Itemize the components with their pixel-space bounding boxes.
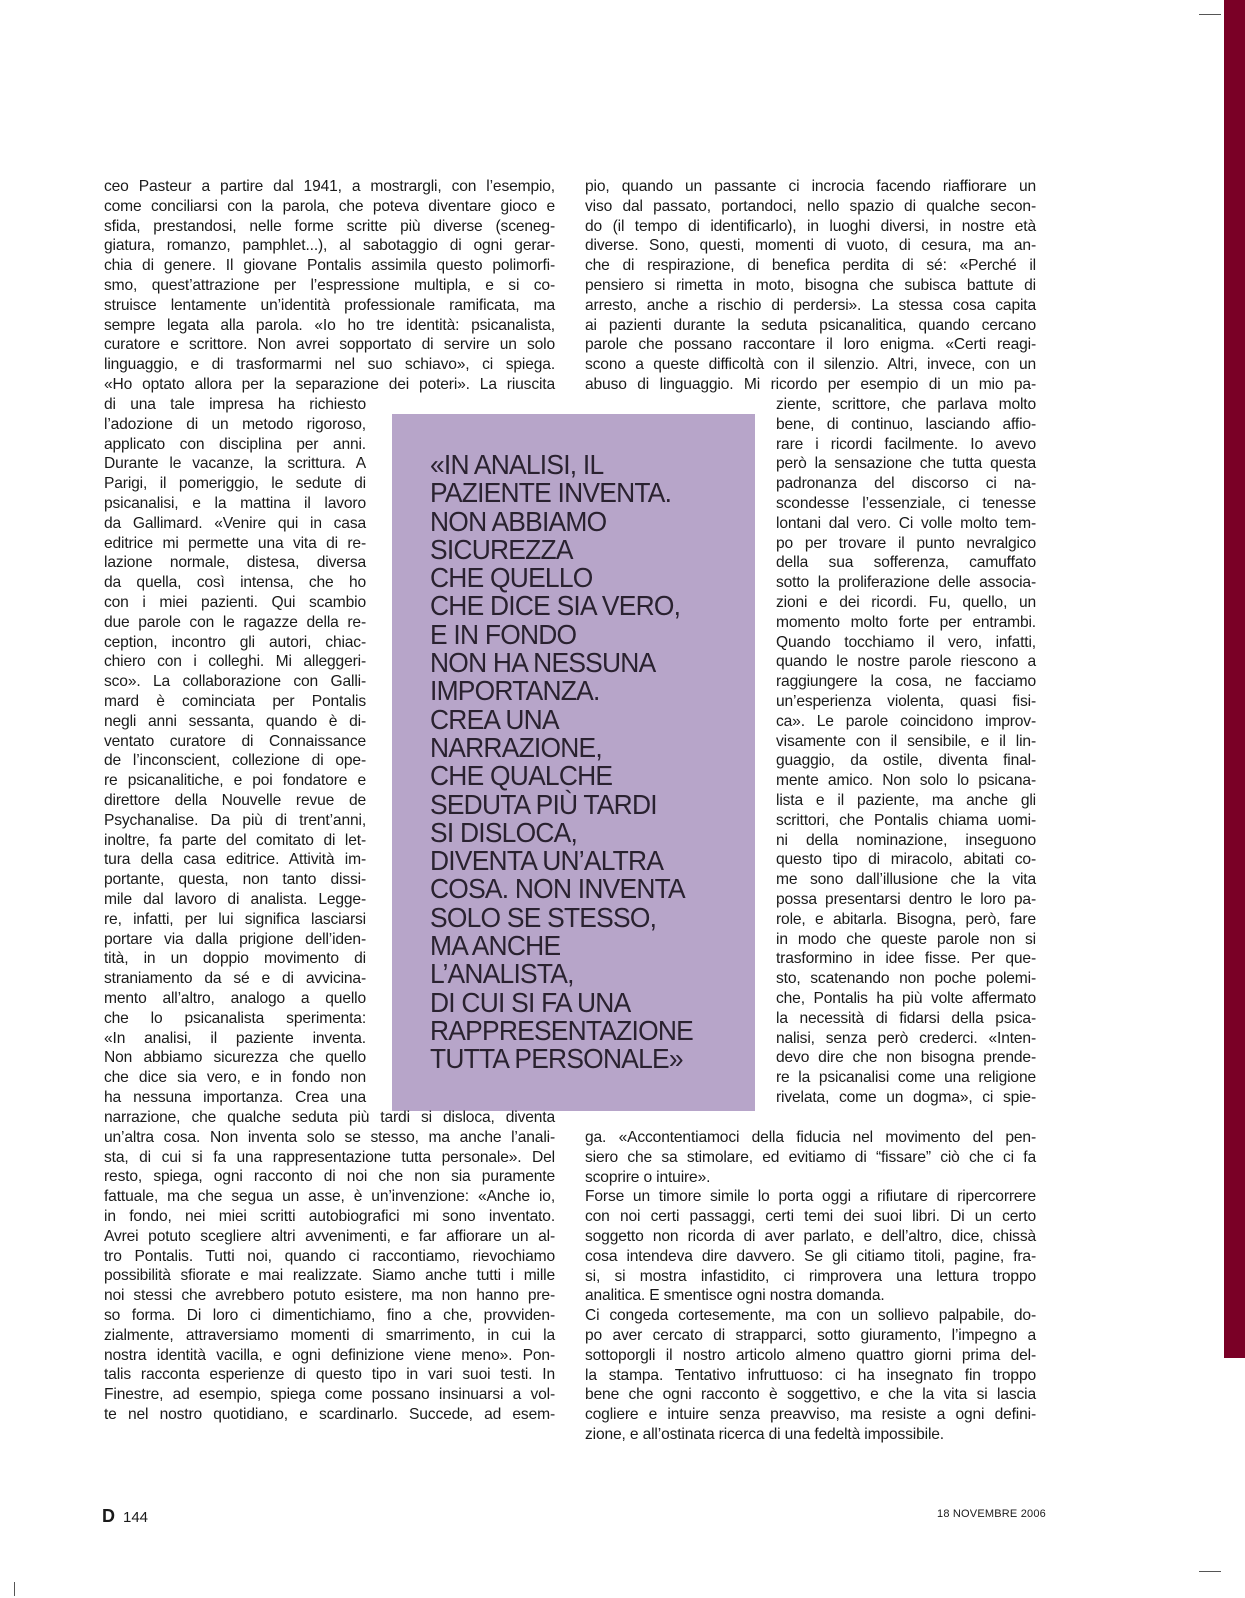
text-line: ziente, scrittore, che parlava molto <box>776 396 1036 413</box>
text-line: abuso di linguaggio. Mi ricordo per esempio di un mio pa- <box>585 375 1036 393</box>
text-line: in fondo, nei miei scritti autobiografici mi sono inventato. <box>104 1207 555 1225</box>
text-line: trasformino in idee fisse. Per que- <box>776 950 1036 968</box>
text-line: viso dal passato, portandoci, nello spazio di qualche secon- <box>585 197 1036 215</box>
text-line: questo tipo di miracolo, abitati co- <box>776 851 1036 869</box>
text-line: ha nessuna importanza. Crea una <box>104 1088 366 1106</box>
text-line: rivelata, come un dogma», ci spie- <box>776 1088 1036 1106</box>
text-line: si, si mostra infastidito, ci rimprovera una lettura troppo <box>585 1267 1036 1285</box>
pull-quote-line: PAZIENTE INVENTA. <box>430 477 672 509</box>
text-line: chia di genere. Il giovane Pontalis assimila questo polimorfi- <box>104 257 555 275</box>
text-line: l’adozione di un metodo rigoroso, <box>104 415 366 433</box>
text-line: linguaggio, e di trasformarmi nel suo schiavo», ci spiega. <box>104 356 555 374</box>
text-line: Forse un timore simile lo porta oggi a rifiutare di ripercorrere <box>585 1188 1036 1206</box>
text-line: in modo che queste parole non si <box>776 930 1036 948</box>
text-line: scrittori, che Pontalis chiama uomi- <box>776 811 1036 829</box>
text-line: lazione normale, distesa, diversa <box>104 554 366 572</box>
magazine-logo: D <box>102 1506 115 1526</box>
pull-quote-line: L’ANALISTA, <box>430 958 574 990</box>
text-line: re, infatti, per lui significa lasciarsi <box>104 910 366 928</box>
text-line: sco». La collaborazione con Galli- <box>104 673 366 691</box>
text-line: sto, scatenando non poche polemi- <box>776 970 1036 988</box>
text-line: zioni e dei ricordi. Fu, quello, un <box>776 593 1036 611</box>
text-line: Avrei potuto scegliere altri avvenimenti, e far affiorare un al- <box>104 1227 555 1245</box>
text-line: sfida, prestandosi, nelle forme scritte più diverse (sceneg- <box>104 217 555 235</box>
text-line: da Gallimard. «Venire qui in casa <box>104 514 366 532</box>
text-line: pensiero si rimetta in moto, bisogna che subisca battute di <box>585 276 1036 294</box>
text-line: che, Pontalis ha più volte affermato <box>776 989 1036 1007</box>
text-line: sempre legata alla parola. «Io ho tre identità: psicanalista, <box>104 316 555 334</box>
text-line: ai pazienti durante la seduta psicanalitica, quando cercano <box>585 316 1036 334</box>
text-line: po aver cercato di strapparci, sotto giuramento, l’impegno a <box>585 1326 1036 1344</box>
pull-quote-line: NON ABBIAMO <box>430 505 607 537</box>
text-line: lista e il paziente, ma anche gli <box>776 791 1036 809</box>
text-line: narrazione, che qualche seduta più tardi si disloca, diventa <box>104 1109 555 1126</box>
text-line: cogliere e intuire senza preavviso, ma resiste a ogni defini- <box>585 1406 1036 1424</box>
text-line: portare via dalla prigione dell’iden- <box>104 930 366 948</box>
text-line: tità, in un doppio movimento di <box>104 950 366 968</box>
text-line: giatura, romanzo, pamphlet...), al sabotaggio di ogni gerar- <box>104 237 555 255</box>
pull-quote-line: IMPORTANZA. <box>430 675 600 707</box>
text-line: devo dire che non bisogna prende- <box>776 1049 1036 1067</box>
text-line: pio, quando un passante ci incrocia facendo riaffiorare un <box>585 178 1036 195</box>
text-line: ga. «Accontentiamoci della fiducia nel movimento del pen- <box>585 1129 1036 1146</box>
pull-quote-line: CREA UNA <box>430 703 559 735</box>
text-line: arresto, anche a rischio di perdersi». La stessa cosa capita <box>585 296 1036 314</box>
issue-date: 18 NOVEMBRE 2006 <box>937 1508 1046 1520</box>
text-line: da quella, così intensa, che ho <box>104 574 366 592</box>
text-line: con noi certi passaggi, certi temi dei suoi libri. Di un certo <box>585 1208 1036 1226</box>
folio <box>102 1506 148 1527</box>
text-line: come conciliarsi con la parola, che poteva diventare gioco e <box>104 197 555 215</box>
text-line: analitica. E smentisce ogni nostra domanda. <box>585 1287 885 1305</box>
text-line: role, e abitarla. Bisogna, però, fare <box>776 910 1036 928</box>
text-line: scono a queste difficoltà con il silenzio. Altri, invece, con un <box>585 356 1036 374</box>
text-line: mente amico. Non solo lo psicana- <box>776 772 1036 790</box>
pull-quote-line: DI CUI SI FA UNA <box>430 986 631 1018</box>
text-line: ni della nominazione, inseguono <box>776 831 1036 849</box>
text-line: fattuale, ma che segua un asse, è un’invenzione: «Anche io, <box>104 1188 555 1206</box>
text-line: di una tale impresa ha richiesto <box>104 396 366 413</box>
crop-mark <box>1199 14 1221 15</box>
side-accent-bar <box>1224 0 1245 1358</box>
text-line: bene, di continuo, lasciando affio- <box>776 415 1036 433</box>
text-line: padronanza del discorso ci na- <box>776 475 1036 493</box>
text-line: inoltre, fa parte del comitato di let- <box>104 831 366 849</box>
text-line: scondesse l’essenziale, ci tenesse <box>776 494 1036 512</box>
text-line: mard è cominciata per Pontalis <box>104 692 366 710</box>
text-line: me sono dall’illusione che la vita <box>776 871 1036 889</box>
pull-quote-line: CHE QUALCHE <box>430 760 613 792</box>
text-line: diverse. Sono, questi, momenti di vuoto, di cesura, ma an- <box>585 237 1036 255</box>
text-line: mento all’altro, analogo a quello <box>104 989 366 1007</box>
text-line: possa presentarsi dentro le loro pa- <box>776 890 1036 908</box>
text-line: che lo psicanalista sperimenta: <box>104 1009 366 1027</box>
text-line: rare i ricordi facilmente. Io avevo <box>776 435 1036 453</box>
text-line: raggiungere la cosa, ne facciamo <box>776 673 1036 691</box>
text-line: po per trovare il punto nevralgico <box>776 534 1036 552</box>
text-line: possibilità sfiorate e mai realizzate. Siamo anche tutti i mille <box>104 1267 555 1285</box>
text-line: re psicanalitiche, e poi fondatore e <box>104 772 366 790</box>
text-line: sotto la proliferazione delle associa- <box>776 574 1036 592</box>
pull-quote-line: E IN FONDO <box>430 618 577 650</box>
text-line: noi stessi che avrebbero potuto esistere, ma non hanno pre- <box>104 1287 555 1305</box>
text-line: nostra identità vacilla, e ogni definizione viene meno». Pon- <box>104 1346 555 1364</box>
text-line: «In analisi, il paziente inventa. <box>104 1029 366 1047</box>
text-line: so forma. Di loro ci dimentichiamo, fino a che, provviden- <box>104 1306 555 1324</box>
text-line: resto, spiega, ogni racconto di noi che non sia puramente <box>104 1168 555 1186</box>
text-line: applicato con disciplina per anni. <box>104 435 366 453</box>
text-line: de l’inconscient, collezione di ope- <box>104 752 366 770</box>
text-line: quando le nostre parole riescono a <box>776 653 1036 671</box>
text-line: psicanalisi, e la mattina il lavoro <box>104 494 366 512</box>
pull-quote-line: MA ANCHE <box>430 930 561 962</box>
text-line: chiero con i colleghi. Mi alleggeri- <box>104 653 366 671</box>
text-line: Parigi, il pomeriggio, le sedute di <box>104 475 366 493</box>
text-line: ventato curatore di Connaissance <box>104 732 366 750</box>
text-line: un’esperienza violenta, quasi fisi- <box>776 692 1036 710</box>
text-line: re la psicanalisi come una religione <box>776 1069 1036 1087</box>
text-line: due parole con le ragazze della re- <box>104 613 366 631</box>
text-line: un’altra cosa. Non inventa solo se stesso, ma anche l’anali- <box>104 1128 555 1146</box>
text-line: «Ho optato allora per la separazione dei poteri». La riuscita <box>104 375 555 393</box>
text-line: ceo Pasteur a partire dal 1941, a mostrargli, con l’esempio, <box>104 178 555 195</box>
text-line: nalisi, senza però crederci. «Inten- <box>776 1029 1036 1047</box>
text-line: parole che possano raccontare il loro enigma. «Certi reagi- <box>585 336 1036 354</box>
text-line: tro Pontalis. Tutti noi, quando ci raccontiamo, rievochiamo <box>104 1247 555 1265</box>
right-column-bottom <box>585 1128 1036 1445</box>
text-line: portante, questa, non tanto dissi- <box>104 871 366 889</box>
text-line: ception, incontro gli autori, chiac- <box>104 633 366 651</box>
page-number: 144 <box>123 1509 149 1526</box>
text-line: curatore e scrittore. Non avrei sopportato di servire un solo <box>104 336 555 354</box>
pull-quote-line: NARRAZIONE, <box>430 731 602 763</box>
text-line: mile dal lavoro di analista. Legge- <box>104 890 366 908</box>
text-line: della sua sofferenza, camuffato <box>776 554 1036 572</box>
pull-quote-line: SI DISLOCA, <box>430 816 578 848</box>
text-line: smo, quest’attrazione per l’espressione multipla, e si co- <box>104 276 555 294</box>
text-line: tura della casa editrice. Attività im- <box>104 851 366 869</box>
text-line: con i miei pazienti. Qui scambio <box>104 593 366 611</box>
pull-quote-line: NON HA NESSUNA <box>430 647 656 679</box>
pull-quote-line: «IN ANALISI, IL <box>430 449 604 480</box>
text-line: struisce lentamente un’identità professionale ramificata, ma <box>104 296 555 314</box>
text-line: talis racconta esperienze di questo tipo in vari suoi testi. In <box>104 1366 555 1384</box>
left-column-top <box>104 177 555 395</box>
text-line: sta, di cui si fa una rappresentazione tutta personale». Del <box>104 1148 555 1166</box>
text-line: sottoporgli il nostro articolo almeno quattro giorni prima del- <box>585 1346 1036 1364</box>
pull-quote-line: COSA. NON INVENTA <box>430 873 685 905</box>
pull-quote-line: CHE DICE SIA VERO, <box>430 590 681 622</box>
text-line: zione, e all’ostinata ricerca di una fedeltà impossibile. <box>585 1425 944 1443</box>
text-line: direttore della Nouvelle revue de <box>104 791 366 809</box>
pull-quote-line: SEDUTA PIÙ TARDI <box>430 788 657 820</box>
text-line: guaggio, da ostile, diventa final- <box>776 752 1036 770</box>
left-column-narrow <box>104 395 366 1108</box>
pull-quote-line: DIVENTA UN’ALTRA <box>430 845 664 877</box>
crop-mark <box>1199 1571 1221 1572</box>
text-line: scoprire o intuire». <box>585 1168 711 1186</box>
text-line: Non abbiamo sicurezza che quello <box>104 1049 366 1067</box>
crop-mark <box>14 1582 15 1596</box>
text-line: la necessità di fidarsi della psica- <box>776 1009 1036 1027</box>
text-line: momento molto forte per entrambi. <box>776 613 1036 631</box>
text-line: do (il tempo di identificarlo), in luoghi diversi, in nostre età <box>585 217 1036 235</box>
text-line: che di respirazione, di benefica perdita di sé: «Perché il <box>585 257 1036 275</box>
pull-quote-line: RAPPRESENTAZIONE <box>430 1014 694 1046</box>
text-line: soggetto non ricorda di aver parlato, e dell’altro, dice, chissà <box>585 1227 1036 1245</box>
text-line: lontani dal vero. Ci volle molto tem- <box>776 514 1036 532</box>
text-line: Finestre, ad esempio, spiega come possano insinuarsi a vol- <box>104 1386 555 1404</box>
text-line: che dice sia vero, e in fondo non <box>104 1069 366 1087</box>
text-line: te nel nostro quotidiano, e scardinarlo. Succede, ad esem- <box>104 1405 555 1423</box>
text-line: Psychanalise. Da più di trent’anni, <box>104 811 366 829</box>
text-line: editrice mi permette una vita di re- <box>104 534 366 552</box>
text-line: bene che ogni racconto è soggettivo, e che la vita si lascia <box>585 1386 1036 1404</box>
text-line: Quando tocchiamo il vero, infatti, <box>776 633 1036 651</box>
text-line: siero che sa stimolare, ed evitiamo di “fissare” ciò che ci fa <box>585 1148 1036 1166</box>
left-column-bottom <box>104 1108 555 1425</box>
text-line: visamente con il sensibile, e il lin- <box>776 732 1036 750</box>
right-column-narrow <box>776 395 1036 1108</box>
right-column-top <box>585 177 1036 395</box>
text-line: straniamento da sé e di avvicina- <box>104 970 366 988</box>
text-line: la stampa. Tentativo infruttuoso: ci ha insegnato fin troppo <box>585 1366 1036 1384</box>
pull-quote-line: TUTTA PERSONALE» <box>430 1043 683 1075</box>
text-line: ca». Le parole coincidono improv- <box>776 712 1036 730</box>
text-line: cosa intendeva dire davvero. Se gli citiamo titoli, pagine, fra- <box>585 1247 1036 1265</box>
text-line: zialmente, attraversiamo momenti di smarrimento, in cui la <box>104 1326 555 1344</box>
pull-quote <box>430 451 737 1074</box>
text-line: Durante le vacanze, la scrittura. A <box>104 455 366 473</box>
pull-quote-line: SICUREZZA <box>430 533 573 565</box>
pull-quote-line: SOLO SE STESSO, <box>430 901 657 933</box>
text-line: però la sensazione che tutta questa <box>776 455 1036 473</box>
pull-quote-line: CHE QUELLO <box>430 562 593 594</box>
text-line: negli anni sessanta, quando è di- <box>104 712 366 730</box>
text-line: Ci congeda cortesemente, ma con un sollievo palpabile, do- <box>585 1307 1036 1325</box>
